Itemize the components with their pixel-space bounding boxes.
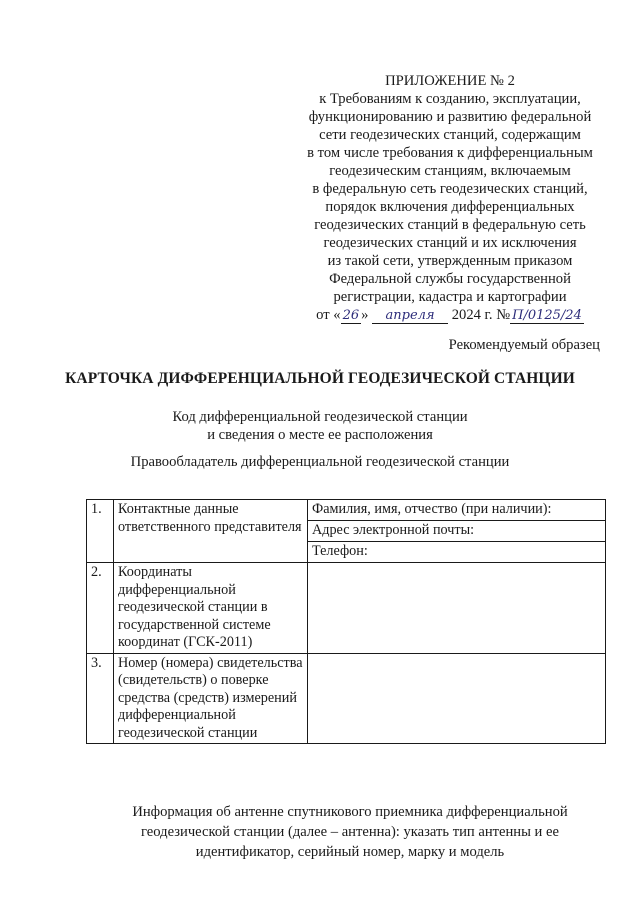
appendix-line: сети геодезических станций, содержащим (319, 127, 581, 143)
row-number: 2. (87, 563, 114, 654)
appendix-line: Федеральной службы государственной (329, 271, 571, 287)
contact-email-field[interactable]: Адрес электронной почты: (308, 521, 606, 542)
row-number: 1. (87, 500, 114, 563)
sample-label: Рекомендуемый образец (448, 337, 600, 353)
contact-phone-field[interactable]: Телефон: (308, 542, 606, 563)
row-number: 3. (87, 653, 114, 744)
appendix-line: функционированию и развитию федеральной (308, 109, 592, 125)
antenna-info-line: геодезической станции (далее – антенна): указать тип антенны и ее (141, 824, 559, 840)
station-code-line: Код дифференциальной геодезической станции (172, 409, 468, 425)
order-date-line (290, 306, 610, 324)
appendix-header (290, 72, 610, 324)
station-card-table (86, 499, 606, 744)
appendix-line: к Требованиям к созданию, эксплуатации, (319, 91, 581, 107)
appendix-line: геодезических станций и их исключения (323, 235, 577, 251)
station-code-heading (0, 408, 640, 444)
appendix-line: из такой сети, утвержденным приказом (327, 253, 573, 269)
antenna-info-line: идентификатор, серийный номер, марку и модель (195, 844, 505, 860)
row-label: Координаты дифференциальной геодезической станции в государственной системе координат (ГСК-2011) (114, 563, 308, 654)
table-row (87, 653, 606, 744)
antenna-info (90, 802, 610, 862)
date-prefix: от « (316, 307, 341, 323)
antenna-info-line: Информация об антенне спутникового приемника дифференциальной (132, 804, 568, 820)
table-row (87, 563, 606, 654)
appendix-line: в федеральную сеть геодезических станций, (312, 181, 588, 197)
handwritten-order-number: П/0125/24 (512, 308, 582, 323)
handwritten-day: 26 (342, 308, 360, 323)
appendix-line: в том числе требования к дифференциальным (307, 145, 593, 161)
appendix-title: ПРИЛОЖЕНИЕ № 2 (385, 73, 515, 89)
contact-name-field[interactable]: Фамилия, имя, отчество (при наличии): (308, 500, 606, 521)
appendix-line: геодезических станций в федеральную сеть (314, 217, 586, 233)
appendix-line: геодезическим станциям, включаемым (329, 163, 571, 179)
owner-heading: Правообладатель дифференциальной геодезической станции (130, 454, 510, 470)
row-label: Номер (номера) свидетельства (свидетельств) о поверке средства (средств) измерений дифференциальной геодезической станции (114, 653, 308, 744)
station-code-line: и сведения о месте ее расположения (207, 427, 433, 443)
handwritten-month: апреля (372, 308, 448, 324)
coordinates-value-cell[interactable] (308, 563, 606, 654)
table-row (87, 500, 606, 521)
appendix-line: регистрации, кадастра и картографии (333, 289, 567, 305)
document-title: КАРТОЧКА ДИФФЕРЕНЦИАЛЬНОЙ ГЕОДЕЗИЧЕСКОЙ СТАНЦИИ (65, 370, 575, 387)
row-label: Контактные данные ответственного представителя (114, 500, 308, 563)
certificate-value-cell[interactable] (308, 653, 606, 744)
date-mid: » (361, 307, 369, 323)
appendix-line: порядок включения дифференциальных (325, 199, 575, 215)
order-year: 2024 г. № (451, 307, 511, 323)
